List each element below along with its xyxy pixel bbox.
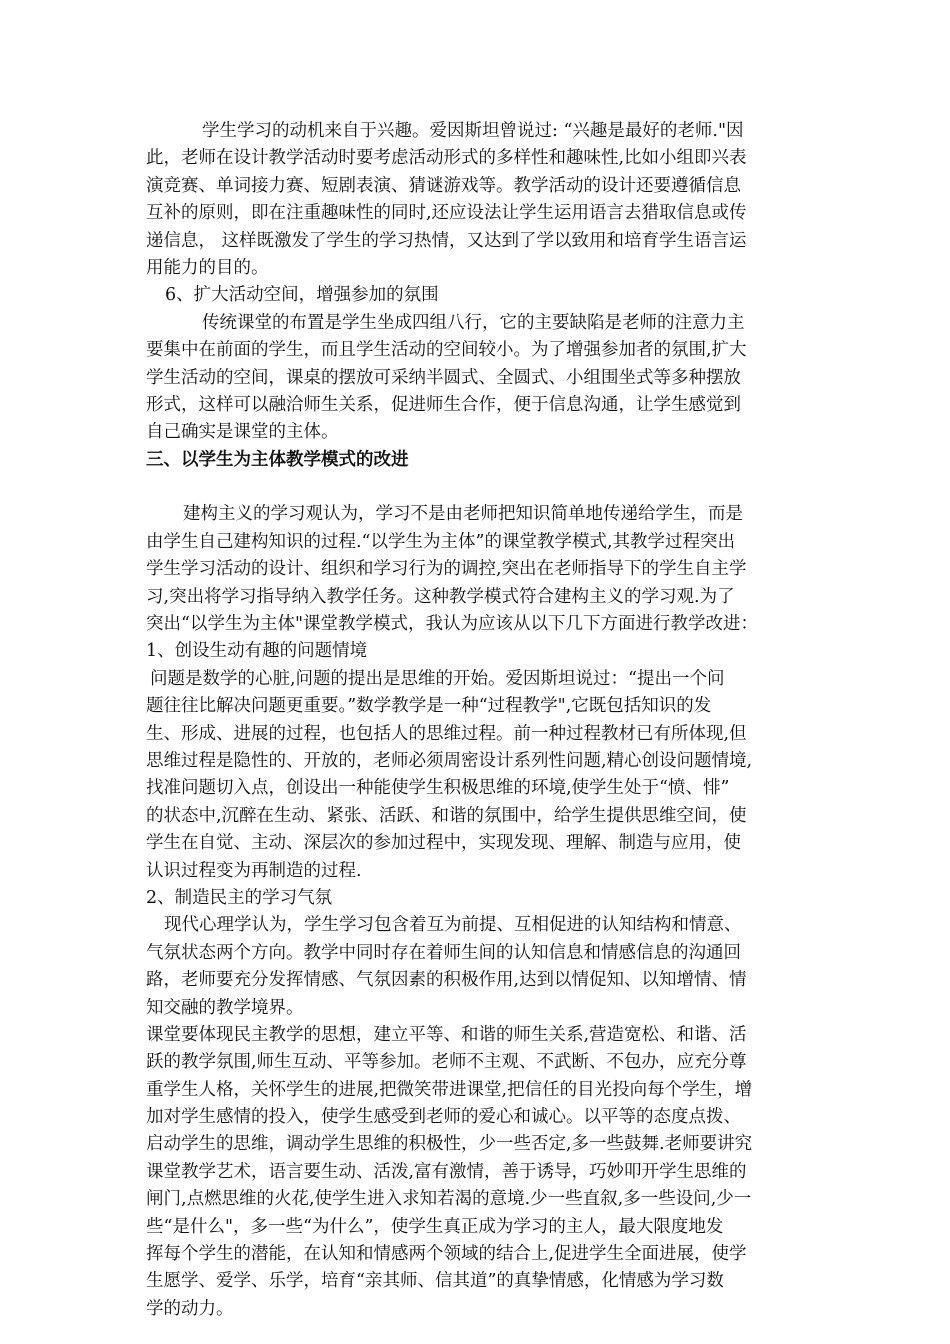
text-line: 思维过程是隐性的、开放的，老师必须周密设计系列性问题,精心创设问题情境,: [146, 750, 753, 771]
text-line: 气氛状态两个方向。教学中同时存在着师生间的认知信息和情感信息的沟通回: [146, 942, 741, 963]
text-line: 生、形成、进展的过程，也包括人的思维过程。前一种过程教材已有所体现,但: [146, 723, 747, 744]
paragraph-democratic-teaching: [146, 1022, 816, 1323]
text-line: 此，老师在设计教学活动时要考虑活动形式的多样性和趣味性,比如小组即兴表: [146, 148, 747, 169]
text-line: 学生学习活动的设计、组织和学习行为的调控,突出在老师指导下的学生自主学: [146, 559, 747, 580]
text-line: 问题是数学的心脏,问题的提出是思维的开始。爱因斯坦说过：“提出一个问: [150, 668, 725, 689]
text-line: 闸门,点燃思维的火花,使学生进入求知若渴的意境.少一些直叙,多一些设问,少一: [146, 1189, 752, 1210]
paragraph-problem-situation: [146, 666, 816, 885]
text-line: 的状态中,沉醉在生动、紧张、活跃、和谐的氛围中，给学生提供思维空间，使: [146, 805, 747, 826]
text-line: 传统课堂的布置是学生坐成四组八行，它的主要缺陷是老师的注意力主: [202, 312, 745, 333]
text-line: 学生在自觉、主动、深层次的参加过程中，实现发现、理解、制造与应用，使: [146, 833, 741, 854]
text-line: 学的动力。: [146, 1298, 234, 1319]
text-line: 递信息， 这样既激发了学生的学习热情，又达到了学以致用和培育学生语言运: [146, 230, 747, 251]
text-line: 现代心理学认为，学生学习包含着互为前提、互相促进的认知结构和情意、: [164, 915, 742, 936]
section-heading-3: 三、以学生为主体教学模式的改进: [146, 449, 409, 470]
text-line: 挥每个学生的潜能，在认知和情感两个领域的结合上,促进学生全面进展，使学: [146, 1244, 747, 1265]
text-line: 题往往比解决问题更重要。”数学教学是一种“过程教学",它既包括知识的发: [146, 696, 712, 717]
paragraph-interest: [146, 118, 816, 282]
text-line: 形式，这样可以融洽师生关系，促进师生合作，便于信息沟通，让学生感觉到: [146, 394, 741, 415]
text-line: 学生学习的动机来自于兴趣。爱因斯坦曾说过: “兴趣是最好的老师."因: [202, 121, 744, 141]
text-line: 由学生自己建构知识的过程.“以学生为主体”的课堂教学模式,其教学过程突出: [146, 531, 736, 552]
blank-line: [146, 474, 816, 501]
text-line: 知交融的教学境界。: [146, 997, 304, 1018]
subheading-1: 1、创设生动有趣的问题情境: [146, 641, 368, 662]
text-line: 认识过程变为再制造的过程.: [146, 860, 362, 881]
text-line: 重学生人格，关怀学生的进展,把微笑带进课堂,把信任的目光投向每个学生，增: [146, 1079, 753, 1100]
text-line: 互补的原则，即在注重趣味性的同时,还应设法让学生运用语言去猎取信息或传: [146, 203, 747, 224]
document-body: [146, 118, 816, 1323]
text-line: 建构主义的学习观认为，学习不是由老师把知识简单地传递给学生，而是: [183, 504, 743, 525]
text-line: 习,突出将学习指导纳入教学任务。这种教学模式符合建构主义的学习观.为了: [146, 586, 735, 607]
text-line: 突出“以学生为主体"课堂教学模式，我认为应该从以下几下方面进行教学改进：: [146, 614, 758, 635]
subheading-6: 6、扩大活动空间，增强参加的氛围: [165, 285, 439, 306]
paragraph-constructivism: [146, 501, 816, 638]
text-line: 跃的教学氛围,师生互动、平等参加。老师不主观、不武断、不包办，应充分尊: [146, 1052, 747, 1073]
text-line: 演竞赛、单词接力赛、短剧表演、猜谜游戏等。教学活动的设计还要遵循信息: [146, 175, 741, 196]
text-line: 自己确实是课堂的主体。: [146, 422, 339, 443]
text-line: 找准问题切入点，创设出一种能使学生积极思维的环境,使学生处于“愤、悱”: [146, 778, 730, 799]
text-line: 用能力的目的。: [146, 257, 269, 278]
paragraph-psychology: [146, 912, 816, 1022]
text-line: 课堂教学艺术，语言要生动、活泼,富有激情，善于诱导，巧妙叩开学生思维的: [146, 1161, 747, 1182]
text-line: 些“是什么"，多一些“为什么”，使学生真正成为学习的主人，最大限度地发: [146, 1216, 724, 1237]
paragraph-classroom-layout: [146, 310, 816, 447]
text-line: 路，老师要充分发挥情感、气氛因素的积极作用,达到以情促知、以知增情、情: [146, 970, 747, 991]
text-line: 加对学生感情的投入，使学生感受到老师的爱心和诚心。以平等的态度点拨、: [146, 1107, 741, 1128]
text-line: 启动学生的思维，调动学生思维的积极性，少一些否定,多一些鼓舞.老师要讲究: [146, 1134, 753, 1155]
text-line: 生愿学、爱学、乐学，培育“亲其师、信其道”的真挚情感，化情感为学习数: [146, 1271, 724, 1292]
text-line: 要集中在前面的学生，而且学生活动的空间较小。为了增强参加者的氛围,扩大: [146, 340, 747, 361]
text-line: 课堂要体现民主教学的思想，建立平等、和谐的师生关系,营造宽松、和谐、活: [146, 1024, 747, 1045]
subheading-2: 2、制造民主的学习气氛: [146, 887, 333, 908]
text-line: 学生活动的空间，课桌的摆放可采纳半圆式、全圆式、小组围坐式等多种摆放: [146, 367, 741, 388]
